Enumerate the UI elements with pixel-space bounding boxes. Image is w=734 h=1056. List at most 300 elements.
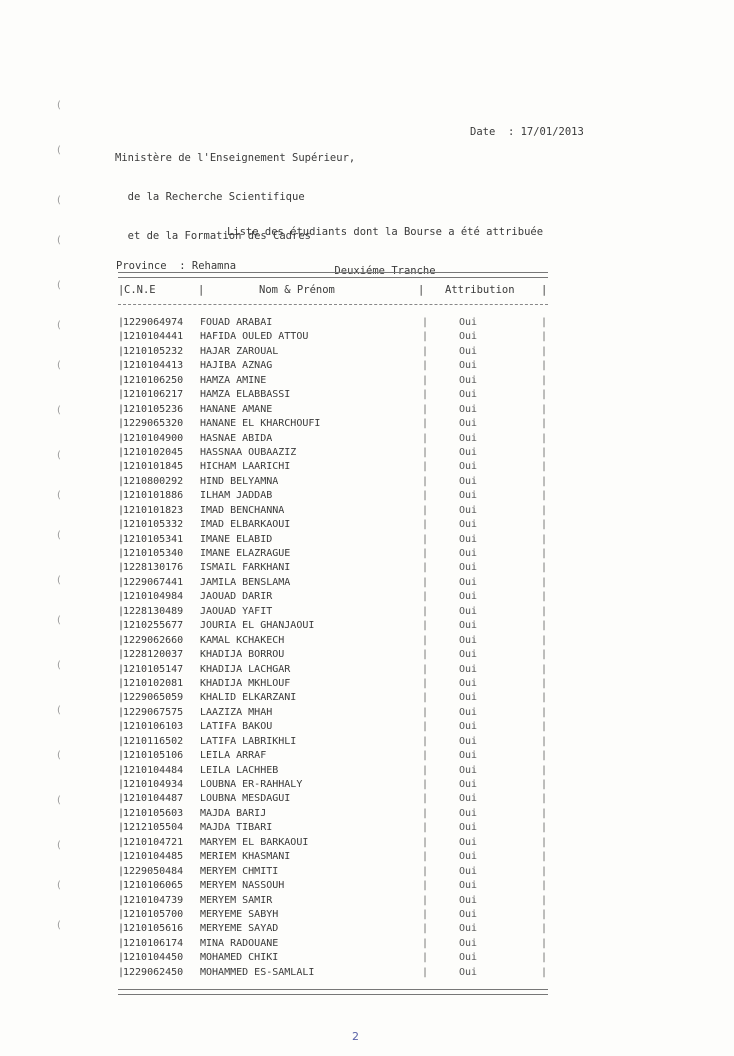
table-row <box>0 590 734 604</box>
attribution-cell: Oui <box>459 966 478 978</box>
name-cell: IMAD BENCHANNA <box>200 504 285 516</box>
attribution-cell: Oui <box>459 562 478 574</box>
table-row <box>0 706 734 720</box>
column-separator: | <box>118 403 125 415</box>
name-cell: HASSNAA OUBAAZIZ <box>200 446 297 458</box>
column-separator: | <box>118 284 125 296</box>
column-separator: | <box>118 822 125 834</box>
name-cell: LAAZIZA MHAH <box>200 706 273 718</box>
attribution-cell: Oui <box>459 836 478 848</box>
province-separator: : <box>166 260 192 272</box>
column-separator: | <box>422 432 429 444</box>
column-separator: | <box>118 750 125 762</box>
column-separator: | <box>422 865 429 877</box>
column-separator: | <box>118 533 125 545</box>
column-separator: | <box>541 908 548 920</box>
column-separator: | <box>118 389 125 401</box>
province-value: Rehamna <box>191 260 237 272</box>
column-separator: | <box>422 634 429 646</box>
name-cell: HICHAM LAARICHI <box>200 461 291 473</box>
cne-cell: 1210105700 <box>123 908 184 920</box>
column-separator: | <box>541 677 548 689</box>
column-separator: | <box>541 721 548 733</box>
column-separator: | <box>118 432 125 444</box>
binder-hole-mark: ( <box>57 575 61 586</box>
date-block <box>470 126 584 138</box>
cne-cell: 1210104487 <box>123 793 184 805</box>
binder-hole-mark: ( <box>57 750 61 761</box>
cne-cell: 1229067441 <box>123 576 184 588</box>
attribution-cell: Oui <box>459 418 478 430</box>
table-row <box>0 619 734 633</box>
binder-hole-mark: ( <box>57 615 61 626</box>
column-separator: | <box>541 779 548 790</box>
column-separator: | <box>422 923 429 935</box>
column-separator: | <box>118 793 125 805</box>
table-row <box>0 691 734 705</box>
column-separator: | <box>422 894 429 906</box>
column-separator: | <box>118 548 125 559</box>
cne-cell: 1229065059 <box>123 692 184 704</box>
column-separator: | <box>541 576 548 588</box>
table-row <box>0 374 734 388</box>
column-separator: | <box>541 591 548 603</box>
double-rule-top <box>118 272 548 278</box>
column-separator: | <box>541 706 548 718</box>
column-separator: | <box>118 634 125 646</box>
cne-cell: 1210255677 <box>123 620 184 632</box>
name-cell: LATIFA BAKOU <box>200 721 273 733</box>
column-separator: | <box>118 591 125 603</box>
column-separator: | <box>422 952 429 964</box>
cne-cell: 1210104900 <box>123 432 184 444</box>
column-separator: | <box>422 880 429 892</box>
column-separator: | <box>118 692 125 704</box>
column-separator: | <box>541 533 548 545</box>
name-cell: MERYEME SAYAD <box>200 923 279 935</box>
column-separator: | <box>422 345 429 357</box>
column-separator: | <box>422 750 429 762</box>
cne-cell: 1210104484 <box>123 764 184 776</box>
column-separator: | <box>118 490 125 502</box>
table-row <box>0 749 734 763</box>
column-header-nom: Nom & Prénom <box>259 284 335 296</box>
column-separator: | <box>422 807 429 819</box>
binder-hole-mark: ( <box>57 235 61 246</box>
name-cell: MAJDA BARIJ <box>200 807 267 819</box>
column-separator: | <box>422 966 429 978</box>
table-row <box>0 821 734 835</box>
binder-hole-mark: ( <box>57 490 61 501</box>
column-separator: | <box>422 519 429 531</box>
attribution-cell: Oui <box>459 721 478 733</box>
name-cell: LATIFA LABRIKHLI <box>200 735 297 747</box>
column-separator: | <box>118 649 125 661</box>
table-row <box>0 432 734 446</box>
column-separator: | <box>118 562 125 574</box>
column-separator: | <box>118 446 125 458</box>
column-separator: | <box>422 692 429 704</box>
table-row <box>0 894 734 908</box>
binder-hole-mark: ( <box>57 880 61 891</box>
column-separator: | <box>118 504 125 516</box>
column-separator: | <box>118 475 125 487</box>
attribution-cell: Oui <box>459 634 478 646</box>
column-separator: | <box>422 836 429 848</box>
attribution-cell: Oui <box>459 432 478 444</box>
column-separator: | <box>422 663 429 675</box>
table-row <box>0 792 734 806</box>
binder-hole-mark: ( <box>57 195 61 206</box>
name-cell: KHADIJA MKHLOUF <box>200 677 291 689</box>
column-separator: | <box>422 779 429 790</box>
column-separator: | <box>541 750 548 762</box>
cne-cell: 1210105340 <box>123 548 184 559</box>
attribution-cell: Oui <box>459 937 478 949</box>
table-row <box>0 359 734 373</box>
column-separator: | <box>118 663 125 675</box>
cne-cell: 1210104450 <box>123 952 184 964</box>
column-separator: | <box>541 475 548 487</box>
name-cell: LOUBNA ER-RAHHALY <box>200 779 303 790</box>
column-separator: | <box>541 284 548 296</box>
name-cell: MERYEM SAMIR <box>200 894 273 906</box>
column-separator: | <box>541 937 548 949</box>
table-row <box>0 663 734 677</box>
table-row <box>0 403 734 417</box>
binder-hole-mark: ( <box>57 145 61 156</box>
attribution-cell: Oui <box>459 620 478 632</box>
cne-cell: 1210104721 <box>123 836 184 848</box>
column-separator: | <box>541 649 548 661</box>
name-cell: ISMAIL FARKHANI <box>200 562 291 574</box>
attribution-cell: Oui <box>459 735 478 747</box>
table-row <box>0 677 734 691</box>
ministry-line: de la Recherche Scientifique <box>115 191 305 203</box>
table-row <box>0 388 734 402</box>
column-separator: | <box>422 504 429 516</box>
column-separator: | <box>541 389 548 401</box>
attribution-cell: Oui <box>459 706 478 718</box>
cne-cell: 1210106217 <box>123 389 184 401</box>
attribution-cell: Oui <box>459 331 478 343</box>
name-cell: HAJIBA AZNAG <box>200 360 273 372</box>
cne-cell: 1228130176 <box>123 562 184 574</box>
name-cell: HANANE EL KHARCHOUFI <box>200 418 321 430</box>
table-row <box>0 605 734 619</box>
name-cell: MERYEME SABYH <box>200 908 279 920</box>
cne-cell: 1210105232 <box>123 345 184 357</box>
cne-cell: 1210105106 <box>123 750 184 762</box>
table-row <box>0 735 734 749</box>
cne-cell: 1210104984 <box>123 591 184 603</box>
table-row <box>0 561 734 575</box>
column-separator: | <box>422 677 429 689</box>
binder-hole-mark: ( <box>57 660 61 671</box>
cne-cell: 1210106250 <box>123 374 184 386</box>
double-rule-bottom <box>118 989 548 995</box>
table-row <box>0 634 734 648</box>
column-separator: | <box>118 677 125 689</box>
column-separator: | <box>422 317 429 328</box>
ministry-line: Ministère de l'Enseignement Supérieur, <box>115 152 356 164</box>
column-separator: | <box>422 490 429 502</box>
column-separator: | <box>418 284 425 296</box>
name-cell: JOURIA EL GHANJAOUI <box>200 620 315 632</box>
attribution-cell: Oui <box>459 649 478 661</box>
table-row <box>0 778 734 792</box>
cne-cell: 1229062450 <box>123 966 184 978</box>
column-separator: | <box>422 822 429 834</box>
cne-cell: 1210104441 <box>123 331 184 343</box>
binder-hole-mark: ( <box>57 840 61 851</box>
table-row <box>0 764 734 778</box>
column-separator: | <box>541 952 548 964</box>
column-separator: | <box>541 605 548 617</box>
attribution-cell: Oui <box>459 851 478 863</box>
cne-cell: 1210105147 <box>123 663 184 675</box>
column-separator: | <box>118 576 125 588</box>
attribution-cell: Oui <box>459 548 478 559</box>
cne-cell: 1229065320 <box>123 418 184 430</box>
attribution-cell: Oui <box>459 663 478 675</box>
column-separator: | <box>541 331 548 343</box>
attribution-cell: Oui <box>459 475 478 487</box>
attribution-cell: Oui <box>459 865 478 877</box>
column-separator: | <box>422 908 429 920</box>
binder-hole-mark: ( <box>57 320 61 331</box>
column-separator: | <box>118 779 125 790</box>
table-row <box>0 836 734 850</box>
province-label: Province <box>116 260 167 272</box>
table-row <box>0 865 734 879</box>
table-row <box>0 417 734 431</box>
table-row <box>0 316 734 330</box>
column-separator: | <box>541 446 548 458</box>
binder-hole-mark: ( <box>57 405 61 416</box>
cne-cell: 1210106103 <box>123 721 184 733</box>
table-row <box>0 460 734 474</box>
attribution-cell: Oui <box>459 374 478 386</box>
attribution-cell: Oui <box>459 894 478 906</box>
name-cell: MARYEM EL BARKAOUI <box>200 836 309 848</box>
column-separator: | <box>118 807 125 819</box>
name-cell: MERYEM CHMITI <box>200 865 279 877</box>
table-row <box>0 489 734 503</box>
table-row <box>0 446 734 460</box>
binder-hole-mark: ( <box>57 360 61 371</box>
page-number: 2 <box>352 1030 359 1043</box>
attribution-cell: Oui <box>459 605 478 617</box>
name-cell: HANANE AMANE <box>200 403 273 415</box>
table-row <box>0 850 734 864</box>
column-separator: | <box>422 374 429 386</box>
table-row <box>0 966 734 980</box>
table-row <box>0 937 734 951</box>
column-separator: | <box>118 317 125 328</box>
column-separator: | <box>422 389 429 401</box>
column-separator: | <box>422 764 429 776</box>
cne-cell: 1210101845 <box>123 461 184 473</box>
column-separator: | <box>541 317 548 328</box>
column-separator: | <box>422 937 429 949</box>
table-row <box>0 648 734 662</box>
date-label: Date <box>470 126 496 138</box>
cne-cell: 1229050484 <box>123 865 184 877</box>
column-separator: | <box>541 504 548 516</box>
cne-cell: 1210104934 <box>123 779 184 790</box>
name-cell: HAFIDA OULED ATTOU <box>200 331 309 343</box>
attribution-cell: Oui <box>459 345 478 357</box>
name-cell: MOHAMMED ES-SAMLALI <box>200 966 315 978</box>
cne-cell: 1210101823 <box>123 504 184 516</box>
cne-cell: 1210102081 <box>123 677 184 689</box>
cne-cell: 1210105341 <box>123 533 184 545</box>
province-line <box>116 260 236 272</box>
column-separator: | <box>118 937 125 949</box>
table-row <box>0 879 734 893</box>
column-separator: | <box>118 345 125 357</box>
table-row <box>0 922 734 936</box>
attribution-cell: Oui <box>459 923 478 935</box>
name-cell: KAMAL KCHAKECH <box>200 634 285 646</box>
cne-cell: 1212105504 <box>123 822 184 834</box>
table-row <box>0 345 734 359</box>
column-separator: | <box>118 418 125 430</box>
table-row <box>0 720 734 734</box>
cne-cell: 1228120037 <box>123 649 184 661</box>
attribution-cell: Oui <box>459 908 478 920</box>
name-cell: IMANE ELABID <box>200 533 273 545</box>
attribution-cell: Oui <box>459 591 478 603</box>
name-cell: HASNAE ABIDA <box>200 432 273 444</box>
name-cell: MAJDA TIBARI <box>200 822 273 834</box>
column-separator: | <box>198 284 205 296</box>
column-separator: | <box>118 620 125 632</box>
name-cell: KHADIJA LACHGAR <box>200 663 291 675</box>
attribution-cell: Oui <box>459 793 478 805</box>
name-cell: HAJAR ZAROUAL <box>200 345 279 357</box>
attribution-cell: Oui <box>459 533 478 545</box>
name-cell: MOHAMED CHIKI <box>200 952 279 964</box>
name-cell: FOUAD ARABAI <box>200 317 273 328</box>
column-separator: | <box>541 692 548 704</box>
ministry-line: et de la Formation des Cadres <box>115 230 311 242</box>
title-line: Liste des étudiants dont la Bourse a été attribuée <box>226 226 544 238</box>
name-cell: LOUBNA MESDAGUI <box>200 793 291 805</box>
attribution-cell: Oui <box>459 519 478 531</box>
column-separator: | <box>541 822 548 834</box>
column-separator: | <box>422 475 429 487</box>
attribution-cell: Oui <box>459 389 478 401</box>
attribution-cell: Oui <box>459 461 478 473</box>
column-separator: | <box>118 966 125 978</box>
table-row <box>0 951 734 965</box>
column-separator: | <box>118 374 125 386</box>
cne-cell: 1210104485 <box>123 851 184 863</box>
attribution-cell: Oui <box>459 677 478 689</box>
column-separator: | <box>422 446 429 458</box>
column-separator: | <box>541 418 548 430</box>
name-cell: LEILA LACHHEB <box>200 764 279 776</box>
column-separator: | <box>541 432 548 444</box>
cne-cell: 1210105603 <box>123 807 184 819</box>
column-separator: | <box>422 735 429 747</box>
cne-cell: 1228130489 <box>123 605 184 617</box>
cne-cell: 1210106174 <box>123 937 184 949</box>
cne-cell: 1210104413 <box>123 360 184 372</box>
cne-cell: 1210102045 <box>123 446 184 458</box>
column-separator: | <box>118 461 125 473</box>
column-separator: | <box>422 548 429 559</box>
binder-hole-mark: ( <box>57 450 61 461</box>
cne-cell: 1210105332 <box>123 519 184 531</box>
column-separator: | <box>422 331 429 343</box>
column-separator: | <box>541 966 548 978</box>
cne-cell: 1210105616 <box>123 923 184 935</box>
binder-hole-mark: ( <box>57 530 61 541</box>
attribution-cell: Oui <box>459 880 478 892</box>
attribution-cell: Oui <box>459 807 478 819</box>
table-header <box>0 284 734 300</box>
column-separator: | <box>541 851 548 863</box>
column-separator: | <box>541 793 548 805</box>
column-separator: | <box>541 865 548 877</box>
binder-hole-mark: ( <box>57 280 61 291</box>
table-row <box>0 504 734 518</box>
column-separator: | <box>422 533 429 545</box>
cne-cell: 1210800292 <box>123 475 184 487</box>
name-cell: MINA RADOUANE <box>200 937 279 949</box>
column-separator: | <box>118 331 125 343</box>
table-row <box>0 518 734 532</box>
column-separator: | <box>541 620 548 632</box>
table-row <box>0 547 734 561</box>
name-cell: ILHAM JADDAB <box>200 490 273 502</box>
date-value: 17/01/2013 <box>520 126 584 138</box>
name-cell: HIND BELYAMNA <box>200 475 279 487</box>
column-separator: | <box>541 764 548 776</box>
column-separator: | <box>422 649 429 661</box>
cne-cell: 1210101886 <box>123 490 184 502</box>
column-separator: | <box>118 735 125 747</box>
column-header-attribution: Attribution <box>445 284 515 296</box>
column-separator: | <box>422 721 429 733</box>
binder-hole-mark: ( <box>57 705 61 716</box>
column-separator: | <box>541 548 548 559</box>
column-separator: | <box>118 880 125 892</box>
column-separator: | <box>118 764 125 776</box>
column-separator: | <box>541 807 548 819</box>
column-separator: | <box>541 490 548 502</box>
attribution-cell: Oui <box>459 403 478 415</box>
table-row <box>0 576 734 590</box>
name-cell: LEILA ARRAF <box>200 750 267 762</box>
table-row <box>0 807 734 821</box>
attribution-cell: Oui <box>459 504 478 516</box>
column-separator: | <box>422 620 429 632</box>
column-separator: | <box>118 519 125 531</box>
column-separator: | <box>422 418 429 430</box>
column-separator: | <box>422 706 429 718</box>
name-cell: IMAD ELBARKAOUI <box>200 519 291 531</box>
table-row <box>0 533 734 547</box>
date-separator: : <box>495 126 521 138</box>
cne-cell: 1229062660 <box>123 634 184 646</box>
column-separator: | <box>118 706 125 718</box>
attribution-cell: Oui <box>459 764 478 776</box>
column-separator: | <box>422 403 429 415</box>
